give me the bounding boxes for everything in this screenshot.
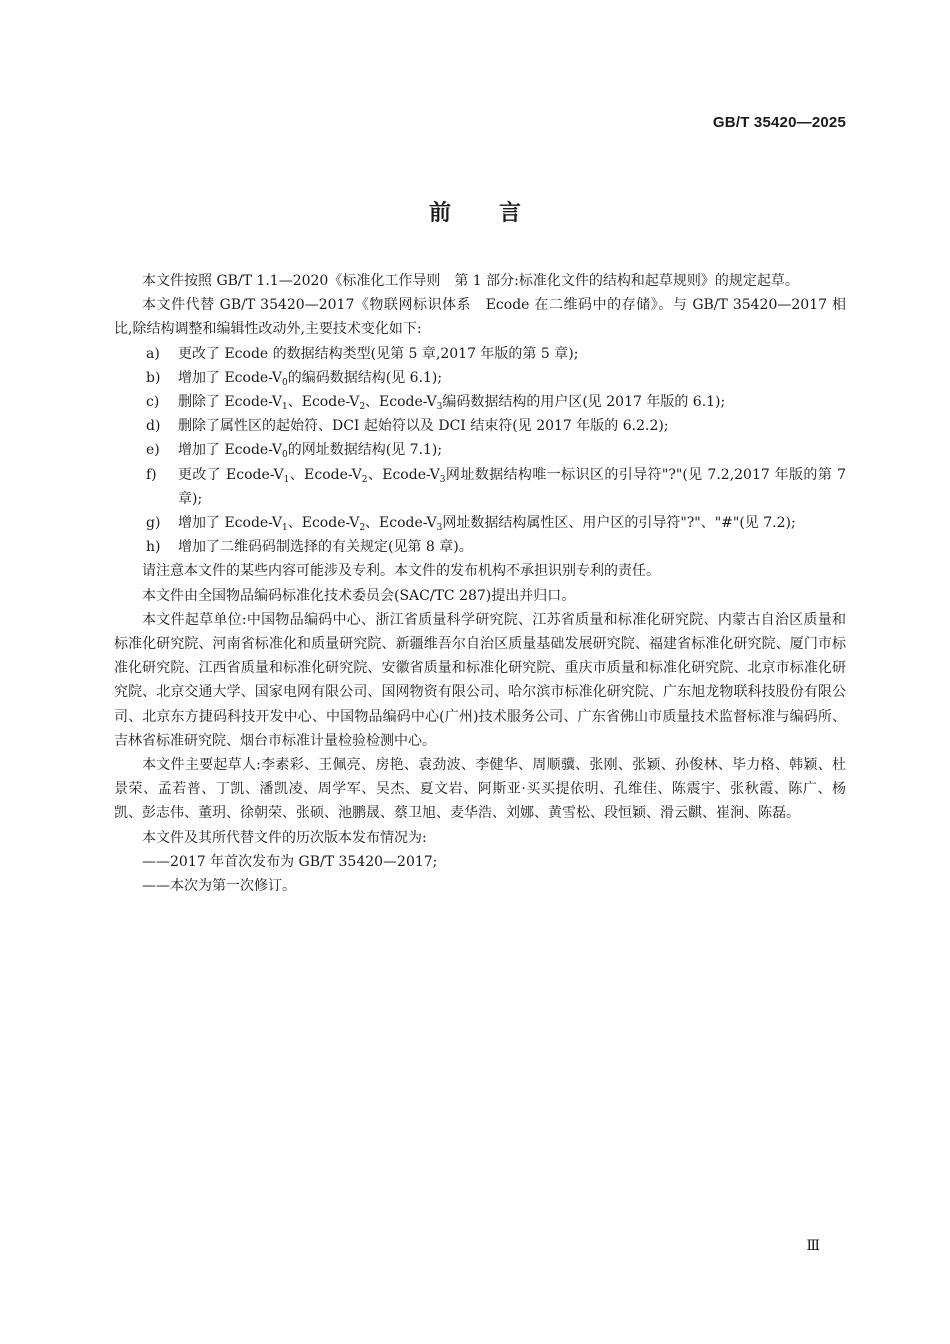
list-item — [114, 511, 846, 535]
list-text: 增加了 Ecode-$V_0$的编码数据结构(见 6.1); — [178, 369, 443, 388]
list-item — [114, 535, 846, 559]
list-item — [114, 390, 846, 414]
list-label: f) — [146, 466, 157, 483]
list-item — [114, 463, 846, 511]
list-text: 增加了二维码码制选择的有关规定(见第 8 章)。 — [178, 539, 473, 556]
list-label: d) — [146, 418, 161, 435]
list-label: g) — [146, 515, 161, 532]
list-text: 删除了属性区的起始符、DCI 起始符以及 DCI 结束符(见 2017 年版的 6.2.2); — [178, 418, 669, 435]
list-label: h) — [146, 539, 161, 556]
standard-code: GB/T 35420—2025 — [712, 114, 846, 131]
title-char-1: 前 — [428, 201, 451, 226]
list-text: 删除了 Ecode-$V_1$、Ecode-$V_2$、Ecode-$V_3$编码数据结构的用户区(见 2017 年版的 6.1); — [178, 394, 726, 413]
list-item — [114, 366, 846, 390]
paragraph-patent-notice: 请注意本文件的某些内容可能涉及专利。本文件的发布机构不承担识别专利的责任。 — [142, 563, 660, 580]
list-item — [114, 438, 846, 462]
list-text: 增加了 Ecode-$V_1$、Ecode-$V_2$、Ecode-$V_3$网址数据结构属性区、用户区的引导符"?"、"#"(见 7.2); — [178, 515, 796, 534]
paragraph-proposer: 本文件由全国物品编码标准化技术委员会(SAC/TC 287)提出并归口。 — [142, 587, 576, 604]
paragraph-replacement: 本文件代替 GB/T 35420—2017《物联网标识体系 Ecode 在二维码中的存储》。与 GB/T 35420—2017 相比,除结构调整和编辑性改动外,主要技术变化如下: — [114, 297, 846, 338]
list-label: e) — [146, 442, 160, 459]
list-item — [114, 342, 846, 366]
document-body — [114, 269, 846, 898]
paragraph-history-intro: 本文件及其所代替文件的历次版本发布情况为: — [142, 829, 427, 846]
list-text: 更改了 Ecode 的数据结构类型(见第 5 章,2017 年版的第 5 章); — [178, 345, 579, 362]
list-label: c) — [146, 394, 160, 411]
history-item: ——2017 年首次发布为 GB/T 35420—2017; — [142, 853, 438, 870]
paragraph-drafting-units: 本文件起草单位:中国物品编码中心、浙江省质量科学研究院、江苏省质量和标准化研究院、内蒙古自治区质量和标准化研究院、河南省标准化和质量研究院、新疆维吾尔自治区质量基础发展研究院、福建省标准化研究院、厦门市标准化研究院、江西省质量和标准化研究院、安徽省质量和标准化研究院、重庆市质量和标准化研究院、北京市标准化研究院、北京交通大学、国家电网有限公司、国网物资有限公司、哈尔滨市标准化研究院、广东旭龙物联科技股份有限公司、北京东方捷码科技开发中心、中国物品编码中心(广州)技术服务公司、广东省佛山市质量技术监督标准与编码所、吉林省标准研究院、烟台市标准计量检验检测中心。 — [114, 611, 846, 749]
list-text: 更改了 Ecode-$V_1$、Ecode-$V_2$、Ecode-$V_3$网址数据结构唯一标识区的引导符"?"(见 7.2,2017 年版的第 7 章); — [178, 466, 846, 507]
list-text: 增加了 Ecode-$V_0$的网址数据结构(见 7.1); — [178, 442, 443, 461]
title-char-2: 言 — [499, 201, 522, 226]
paragraph-drafters: 本文件主要起草人:李素彩、王佩亮、房艳、袁劲波、李健华、周顺骥、张刚、张颖、孙俊林、毕力格、韩颖、杜景荣、孟若普、丁凯、潘凯凌、周学军、吴杰、夏文岩、阿斯亚·买买提依明、孔维佳、陈震宇、张秋霞、陈广、杨凯、彭志伟、董玥、徐朝荣、张硕、池鹏晟、蔡卫旭、麦华浩、刘娜、黄雪松、段恒颖、滑云麒、崔涧、陈磊。 — [114, 757, 846, 822]
list-item — [114, 414, 846, 438]
paragraph-drafting-rules: 本文件按照 GB/T 1.1—2020《标准化工作导则 第 1 部分:标准化文件的结构和起草规则》的规定起草。 — [142, 273, 799, 289]
page-number: Ⅲ — [806, 1238, 820, 1254]
list-label: b) — [146, 369, 161, 386]
list-label: a) — [146, 345, 160, 362]
history-item: ——本次为第一次修订。 — [142, 878, 296, 895]
page-title — [0, 196, 950, 227]
